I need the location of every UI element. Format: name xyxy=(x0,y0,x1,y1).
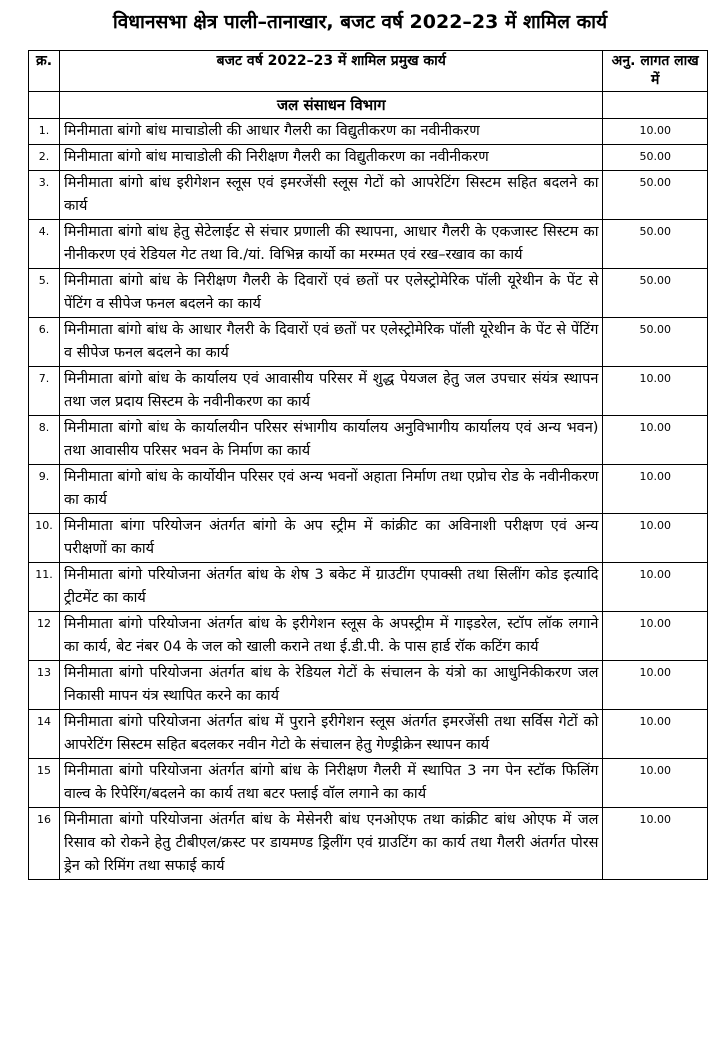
cost-cell: 10.00 xyxy=(603,367,708,416)
description-cell: मिनीमाता बांगो परियोजना अंतर्गत बांध के मेसेनरी बांध एनओएफ तथा कांक्रीट बांध ओएफ में जल रिसाव को रोकने हेतु टीबीएल/क्रस्ट पर डायमण्ड ड्रिलींग एवं ग्राउटिंग का कार्य तथा गैलरी अंतर्गत पोरस ड्रेन को रिमिंग तथा सफाई कार्य xyxy=(60,808,603,880)
department-empty-cell xyxy=(603,92,708,119)
department-empty-cell xyxy=(29,92,60,119)
cost-cell: 50.00 xyxy=(603,220,708,269)
cost-cell: 50.00 xyxy=(603,171,708,220)
cost-cell: 10.00 xyxy=(603,119,708,145)
table-row xyxy=(29,367,708,416)
serial-cell: 5. xyxy=(29,269,60,318)
serial-cell: 4. xyxy=(29,220,60,269)
serial-cell: 11. xyxy=(29,563,60,612)
table-row xyxy=(29,269,708,318)
description-cell: मिनीमाता बांगो बांध के आधार गैलरी के दिवारों एवं छतों पर एलेस्ट्रोमेरिक पॉली यूरेथीन के पेंट से पेंटिंग व सीपेज फनल बदलने का कार्य xyxy=(60,318,603,367)
serial-cell: 15 xyxy=(29,759,60,808)
table-row xyxy=(29,465,708,514)
table-row xyxy=(29,759,708,808)
cost-cell: 10.00 xyxy=(603,514,708,563)
serial-cell: 16 xyxy=(29,808,60,880)
cost-cell: 10.00 xyxy=(603,465,708,514)
description-cell: मिनीमाता बांगो बांध हेतु सेटेलाईट से संचार प्रणाली की स्थापना, आधार गैलरी के एकजास्ट सिस्टम का नीनीकरण एवं रेडियल गेट तथा वि./यां. विभिन्न कार्यो का मरम्मत एवं रख–रखाव का कार्य xyxy=(60,220,603,269)
cost-cell: 10.00 xyxy=(603,612,708,661)
cost-cell: 50.00 xyxy=(603,269,708,318)
description-cell: मिनीमाता बांगो परियोजना अंतर्गत बांध के रेडियल गेटों के संचालन के यंत्रो का आधुनिकीकरण जल निकासी मापन यंत्र स्थापित करने का कार्य xyxy=(60,661,603,710)
serial-cell: 1. xyxy=(29,119,60,145)
table-row xyxy=(29,612,708,661)
description-cell: मिनीमाता बांगो परियोजना अंतर्गत बांध के शेष 3 बकेट में ग्राउटींग एपाक्सी तथा सिलींग कोड इत्यादि ट्रीटमेंट का कार्य xyxy=(60,563,603,612)
cost-cell: 10.00 xyxy=(603,661,708,710)
table-header-row xyxy=(29,51,708,92)
cost-cell: 10.00 xyxy=(603,710,708,759)
description-cell: मिनीमाता बांगो बांध के कार्यालय एवं आवासीय परिसर में शुद्ध पेयजल हेतु जल उपचार संयंत्र स्थापन तथा जल प्रदाय सिस्टम के नवीनीकरण का कार्य xyxy=(60,367,603,416)
serial-cell: 9. xyxy=(29,465,60,514)
serial-cell: 12 xyxy=(29,612,60,661)
description-cell: मिनीमाता बांगो बांध के कार्योयीन परिसर एवं अन्य भवनों अहाता निर्माण तथा एप्रोच रोड के नवीनीकरण का कार्य xyxy=(60,465,603,514)
description-cell: मिनीमाता बांगो परियोजना अंतर्गत बांध में पुराने इरीगेशन स्लूस अंतर्गत इमरजेंसी तथा सर्विस गेटों को आपरेटिंग सिस्टम सहित बदलकर नवीन गेटो के संचालन हेतु गेण्ड्रीक्रेन स्थापन कार्य xyxy=(60,710,603,759)
table-row xyxy=(29,145,708,171)
cost-cell: 10.00 xyxy=(603,808,708,880)
cost-cell: 10.00 xyxy=(603,416,708,465)
serial-cell: 3. xyxy=(29,171,60,220)
table-row xyxy=(29,514,708,563)
cost-cell: 50.00 xyxy=(603,318,708,367)
description-cell: मिनीमाता बांगो बांध के निरीक्षण गैलरी के दिवारों एवं छतों पर एलेस्ट्रोमेरिक पॉली यूरेथीन के पेंट से पेंटिंग व सीपेज फनल बदलने का कार्य xyxy=(60,269,603,318)
description-cell: मिनीमाता बांगो बांध इरीगेशन स्लूस एवं इमरजेंसी स्लूस गेटों को आपरेटिंग सिस्टम सहित बदलने का कार्य xyxy=(60,171,603,220)
table-row xyxy=(29,416,708,465)
table-row xyxy=(29,661,708,710)
header-serial: क्र. xyxy=(29,51,60,92)
serial-cell: 13 xyxy=(29,661,60,710)
serial-cell: 2. xyxy=(29,145,60,171)
serial-cell: 7. xyxy=(29,367,60,416)
table-row xyxy=(29,710,708,759)
table-row xyxy=(29,563,708,612)
description-cell: मिनीमाता बांगो बांध के कार्यालयीन परिसर संभागीय कार्यालय अनुविभागीय कार्यालय एवं अन्य भवन) तथा आवासीय परिसर भवन के निर्माण का कार्य xyxy=(60,416,603,465)
serial-cell: 6. xyxy=(29,318,60,367)
header-cost: अनु. लागत लाख में xyxy=(603,51,708,92)
cost-cell: 50.00 xyxy=(603,145,708,171)
page-title: विधानसभा क्षेत्र पाली–तानाखार, बजट वर्ष 2022–23 में शामिल कार्य xyxy=(112,11,608,33)
serial-cell: 14 xyxy=(29,710,60,759)
department-row xyxy=(29,92,708,119)
description-cell: मिनीमाता बांगो परियोजना अंतर्गत बांध के इरीगेशन स्लूस के अपस्ट्रीम में गाइडरेल, स्टॉप लॉक लगाने का कार्य, बेट नंबर 04 के जल को खाली कराने तथा ई.डी.पी. के पास हार्ड रॉक कटिंग कार्य xyxy=(60,612,603,661)
table-row xyxy=(29,171,708,220)
works-table xyxy=(28,50,708,880)
cost-cell: 10.00 xyxy=(603,563,708,612)
description-cell: मिनीमाता बांगो बांध माचाडोली की निरीक्षण गैलरी का विद्युतीकरण का नवीनीकरण xyxy=(60,145,603,171)
table-row xyxy=(29,119,708,145)
description-cell: मिनीमाता बांगा परियोजन अंतर्गत बांगो के अप स्ट्रीम में कांक्रीट का अविनाशी परीक्षण एवं अन्य परीक्षणों का कार्य xyxy=(60,514,603,563)
serial-cell: 10. xyxy=(29,514,60,563)
table-row xyxy=(29,318,708,367)
description-cell: मिनीमाता बांगो बांध माचाडोली की आधार गैलरी का विद्युतीकरण का नवीनीकरण xyxy=(60,119,603,145)
table-row xyxy=(29,220,708,269)
header-description: बजट वर्ष 2022–23 में शामिल प्रमुख कार्य xyxy=(60,51,603,92)
table-row xyxy=(29,808,708,880)
cost-cell: 10.00 xyxy=(603,759,708,808)
department-label: जल संसाधन विभाग xyxy=(60,92,603,119)
description-cell: मिनीमाता बांगो परियोजना अंतर्गत बांगो बांध के निरीक्षण गैलरी में स्थापित 3 नग पेन स्टॉक फिलिंग वाल्व के रिपेरिंग/बदलने का कार्य तथा बटर फ्लाई वॉल लगाने का कार्य xyxy=(60,759,603,808)
serial-cell: 8. xyxy=(29,416,60,465)
